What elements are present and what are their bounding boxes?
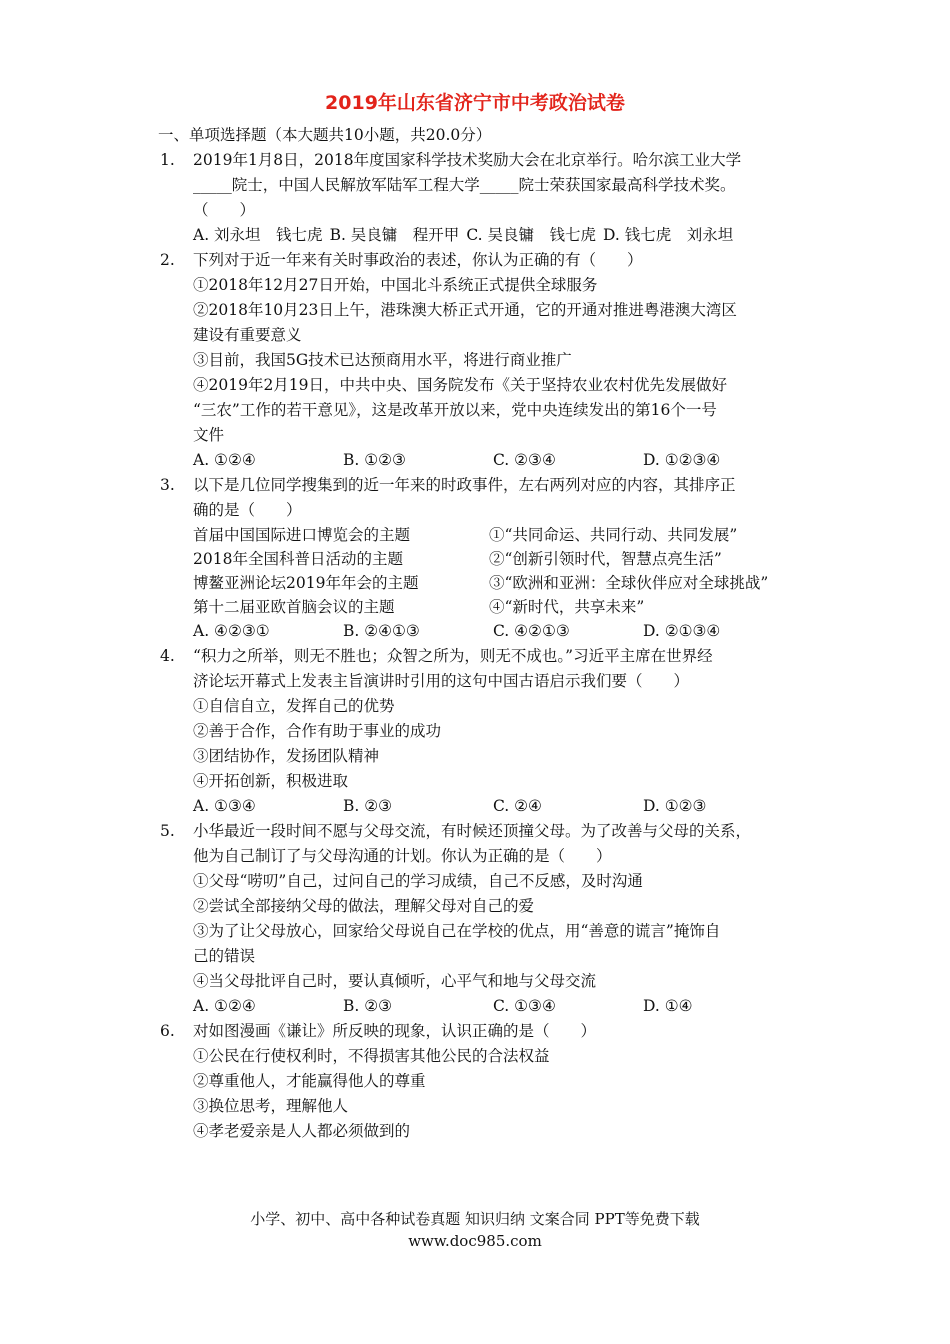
answer-options — [193, 448, 800, 473]
question-stem: 2019年1月8日，2018年度国家科学技术奖励大会在北京举行。哈尔滨工业大学 — [193, 151, 742, 169]
question-text-line: ④开拓创新，积极进取 — [193, 772, 349, 790]
match-right-item: ③“欧洲和亚洲：全球伙伴应对全球挑战” — [489, 574, 769, 592]
question-text-line: “三农”工作的若干意见》，这是改革开放以来，党中央连续发出的第16个一号 — [193, 401, 717, 419]
question-2 — [160, 248, 800, 473]
question-stem: 下列对于近一年来有关时事政治的表述，你认为正确的有（ ） — [193, 251, 643, 269]
question-stem: 以下是几位同学搜集到的近一年来的时政事件，左右两列对应的内容，其排序正 — [193, 476, 736, 494]
question-text-line: （ ） — [193, 201, 256, 219]
question-text-line: ④孝老爱亲是人人都必须做到的 — [193, 1122, 411, 1140]
option-a: A. ①③④ — [193, 797, 256, 815]
answer-options — [193, 994, 800, 1019]
option-c: C. ④②①③ — [493, 622, 570, 640]
question-3 — [160, 473, 800, 644]
question-text-line: ②尊重他人，才能赢得他人的尊重 — [193, 1072, 426, 1090]
question-text-line: ①自信自立，发挥自己的优势 — [193, 697, 395, 715]
option-c: C. ②④ — [493, 797, 542, 815]
match-right-item: ①“共同命运、共同行动、共同发展” — [489, 526, 738, 544]
question-stem: “积力之所举，则无不胜也；众智之所为，则无不成也。”习近平主席在世界经 — [193, 647, 713, 665]
option-c: C. ②③④ — [493, 451, 556, 469]
option-b: B. ②④①③ — [343, 622, 420, 640]
answer-options — [193, 619, 800, 644]
question-1 — [160, 148, 800, 248]
option-b: B. ②③ — [343, 797, 393, 815]
question-text-line: 文件 — [193, 426, 225, 444]
section-heading: 一、单项选择题（本大题共10小题，共20.0分） — [158, 126, 492, 144]
match-left-item: 首届中国国际进口博览会的主题 — [193, 526, 411, 544]
answer-options — [193, 223, 800, 248]
option-a: A. ①②④ — [193, 451, 256, 469]
option-d: D. ①②③ — [643, 797, 707, 815]
match-left-item: 2018年全国科普日活动的主题 — [193, 550, 403, 568]
question-text-line: 己的错误 — [193, 947, 256, 965]
question-text-line: ③为了让父母放心，回家给父母说自己在学校的优点，用“善意的谎言”掩饰自 — [193, 922, 721, 940]
question-5 — [160, 819, 800, 1019]
question-text-line: 济论坛开幕式上发表主旨演讲时引用的这句中国古语启示我们要（ ） — [193, 672, 690, 690]
question-number: 1. — [160, 151, 175, 169]
match-right-item: ④“新时代，共享未来” — [489, 598, 645, 616]
question-text-line: ④当父母批评自己时，要认真倾听，心平气和地与父母交流 — [193, 972, 597, 990]
option-d: D. ②①③④ — [643, 622, 721, 640]
question-text-line: _____院士，中国人民解放军陆军工程大学_____院士荣获国家最高科学技术奖。 — [193, 176, 736, 194]
question-text-line: 他为自己制订了与父母沟通的计划。你认为正确的是（ ） — [193, 847, 612, 865]
match-left-item: 博鳌亚洲论坛2019年年会的主题 — [193, 574, 419, 592]
question-number: 6. — [160, 1022, 175, 1040]
question-stem: 对如图漫画《谦让》所反映的现象，认识正确的是（ ） — [193, 1022, 597, 1040]
question-text-line: ②2018年10月23日上午，港珠澳大桥正式开通，它的开通对推进粤港澳大湾区 — [193, 301, 737, 319]
question-text-line: ③换位思考，理解他人 — [193, 1097, 349, 1115]
option-a: A. 刘永坦 钱七虎 — [193, 226, 323, 244]
question-number: 2. — [160, 251, 175, 269]
option-d: D. ①④ — [643, 997, 693, 1015]
question-number: 3. — [160, 476, 175, 494]
option-d: D. ①②③④ — [643, 451, 721, 469]
question-text-line: ④2019年2月19日，中共中央、国务院发布《关于坚持农业农村优先发展做好 — [193, 376, 728, 394]
question-text-line: 建设有重要意义 — [193, 326, 302, 344]
option-c: C. 吴良镛 钱七虎 — [466, 226, 596, 244]
question-4 — [160, 644, 800, 819]
question-list — [160, 148, 800, 1144]
question-text-line: 确的是（ ） — [193, 501, 302, 519]
question-6 — [160, 1019, 800, 1144]
option-d: D. 钱七虎 刘永坦 — [602, 226, 734, 244]
question-text-line: ①父母“唠叨”自己，过问自己的学习成绩，自己不反感，及时沟通 — [193, 872, 643, 890]
question-text-line: ③目前，我国5G技术已达预商用水平，将进行商业推广 — [193, 351, 572, 369]
option-b: B. ①②③ — [343, 451, 406, 469]
page-title: 2019年山东省济宁市中考政治试卷 — [325, 92, 625, 114]
footer-line-1: 小学、初中、高中各种试卷真题 知识归纳 文案合同 PPT等免费下载 — [250, 1210, 700, 1228]
question-text-line: ①2018年12月27日开始，中国北斗系统正式提供全球服务 — [193, 276, 598, 294]
question-text-line: ③团结协作，发扬团队精神 — [193, 747, 380, 765]
option-b: B. ②③ — [343, 997, 393, 1015]
matching-table — [193, 523, 800, 619]
option-a: A. ①②④ — [193, 997, 256, 1015]
option-b: B. 吴良镛 程开甲 — [329, 226, 460, 244]
question-text-line: ②善于合作，合作有助于事业的成功 — [193, 722, 442, 740]
question-text-line: ②尝试全部接纳父母的做法，理解父母对自己的爱 — [193, 897, 535, 915]
question-number: 5. — [160, 822, 175, 840]
question-text-line: ①公民在行使权利时，不得损害其他公民的合法权益 — [193, 1047, 550, 1065]
match-left-item: 第十二届亚欧首脑会议的主题 — [193, 598, 395, 616]
footer-url[interactable]: www.doc985.com — [408, 1232, 542, 1250]
question-stem: 小华最近一段时间不愿与父母交流，有时候还顶撞父母。为了改善与父母的关系， — [193, 822, 752, 840]
answer-options — [193, 794, 800, 819]
match-right-item: ②“创新引领时代，智慧点亮生活” — [489, 550, 722, 568]
option-c: C. ①③④ — [493, 997, 556, 1015]
question-number: 4. — [160, 647, 175, 665]
option-a: A. ④②③① — [193, 622, 270, 640]
